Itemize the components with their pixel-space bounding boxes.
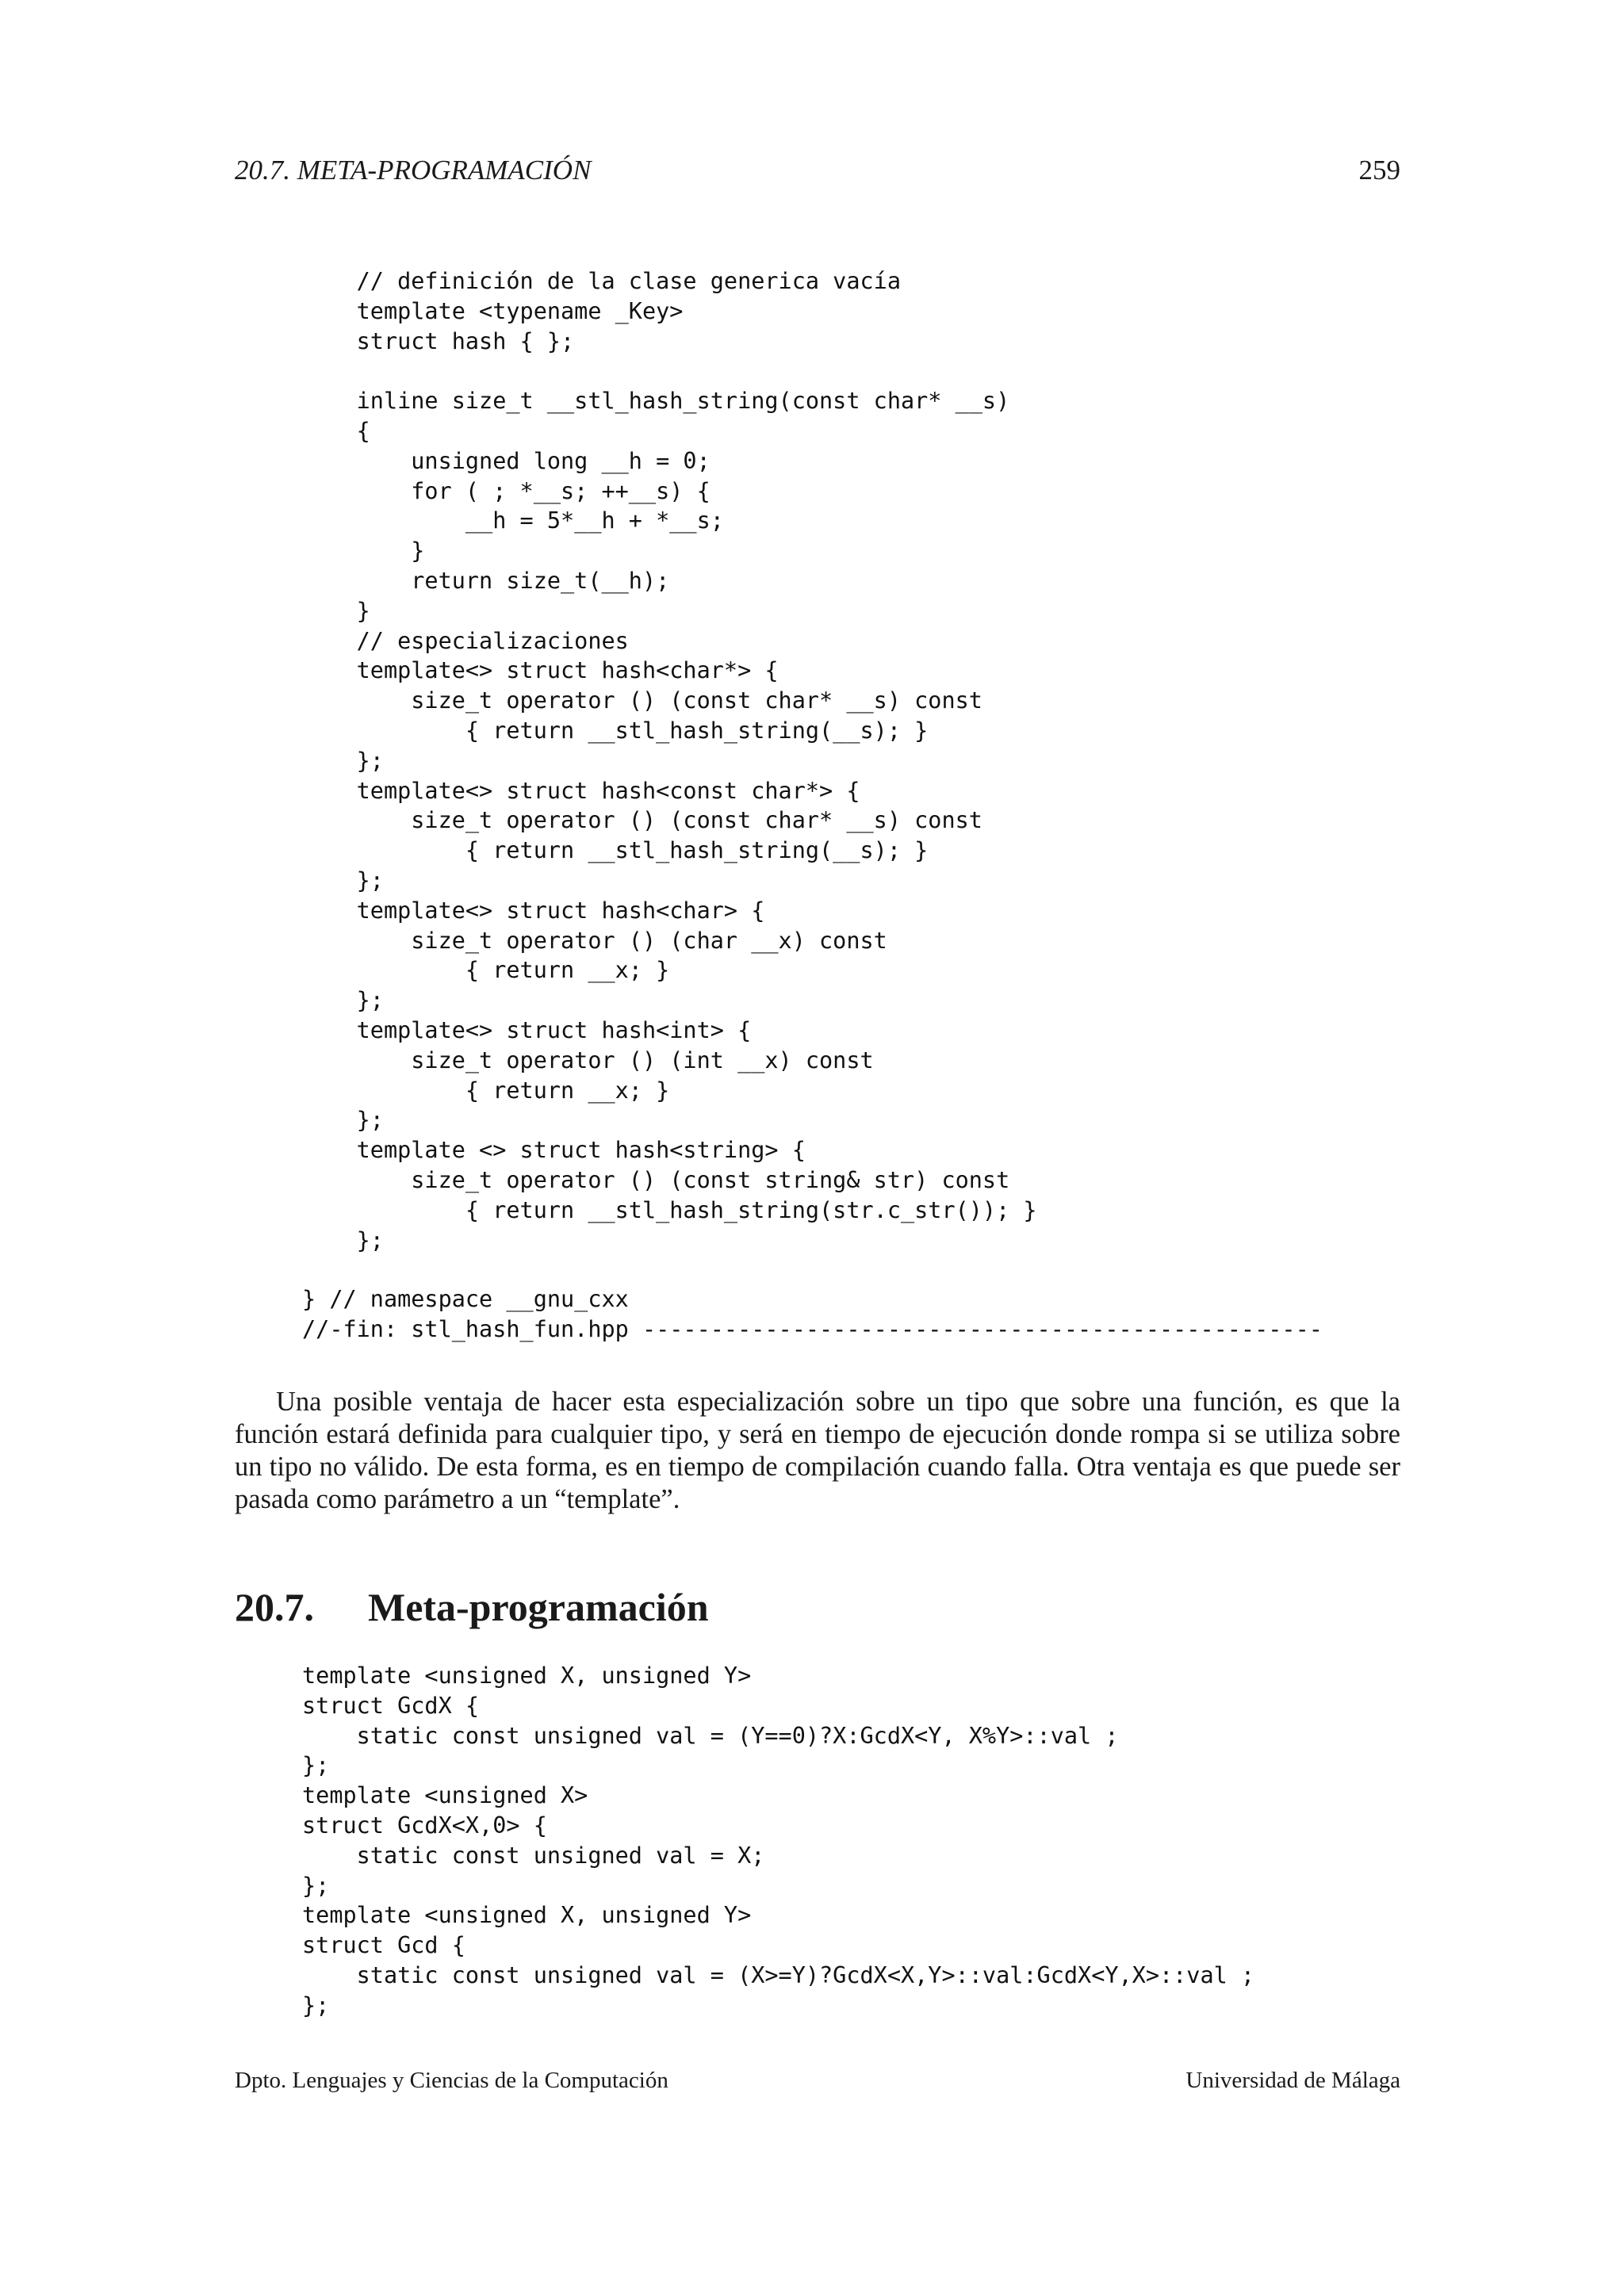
section-title: Meta-programación: [368, 1585, 709, 1629]
section-heading: [235, 1584, 709, 1630]
running-header: [235, 155, 1400, 194]
footer-department: Dpto. Lenguajes y Ciencias de la Computación: [235, 2068, 668, 2093]
code-block-hash-specializations: // definición de la clase generica vacía template <typename _Key> struct hash { }; inline size_t __stl_hash_string(const char* __s) { unsigned long __h = 0; for ( ; *__s; ++__s) { __h = 5*__h + *__s; } return size_t(__h); } // especializaciones template<> struct hash<char*> { size_t operator () (const char* __s) const { return __stl_hash_string(__s); } }; template<> struct hash<const char*> { size_t operator () (const char* __s) const { return __stl_hash_string(__s); } }; template<> struct hash<char> { size_t operator () (char __x) const { return __x; } }; template<> struct hash<int> { size_t operator () (int __x) const { return __x; } }; template <> struct hash<string> { size_t operator () (const string& str) const { return __stl_hash_string(str.c_str()); } };: [356, 268, 1037, 1253]
code-block-gcd-metaprogram: template <unsigned X, unsigned Y> struct GcdX { static const unsigned val = (Y==0)?X:GcdX<Y, X%Y>::val ; }; template <unsigned X> struct GcdX<X,0> { static const unsigned val = X; }; template <unsigned X, unsigned Y> struct Gcd { static const unsigned val = (X>=Y)?GcdX<X,Y>::val:GcdX<Y,X>::val ; };: [302, 1663, 1255, 2019]
body-paragraph: Una posible ventaja de hacer esta especialización sobre un tipo que sobre una función, es que la función estará definida para cualquier tipo, y será en tiempo de ejecución donde rompa si se utiliza sobre un tipo no válido. De esta forma, es en tiempo de compilación cuando falla. Otra ventaja es que puede ser pasada como parámetro a un “template”.: [235, 1387, 1400, 1514]
header-section-title: 20.7. META-PROGRAMACIÓN: [235, 155, 592, 186]
page-number: 259: [1358, 155, 1400, 186]
footer-university: Universidad de Málaga: [1185, 2068, 1400, 2093]
code-block-namespace-end: } // namespace __gnu_cxx //-fin: stl_hash_fun.hpp --------------------------------------------------: [302, 1286, 1323, 1342]
section-number: 20.7.: [235, 1585, 314, 1629]
page-footer: [235, 2068, 1400, 2099]
